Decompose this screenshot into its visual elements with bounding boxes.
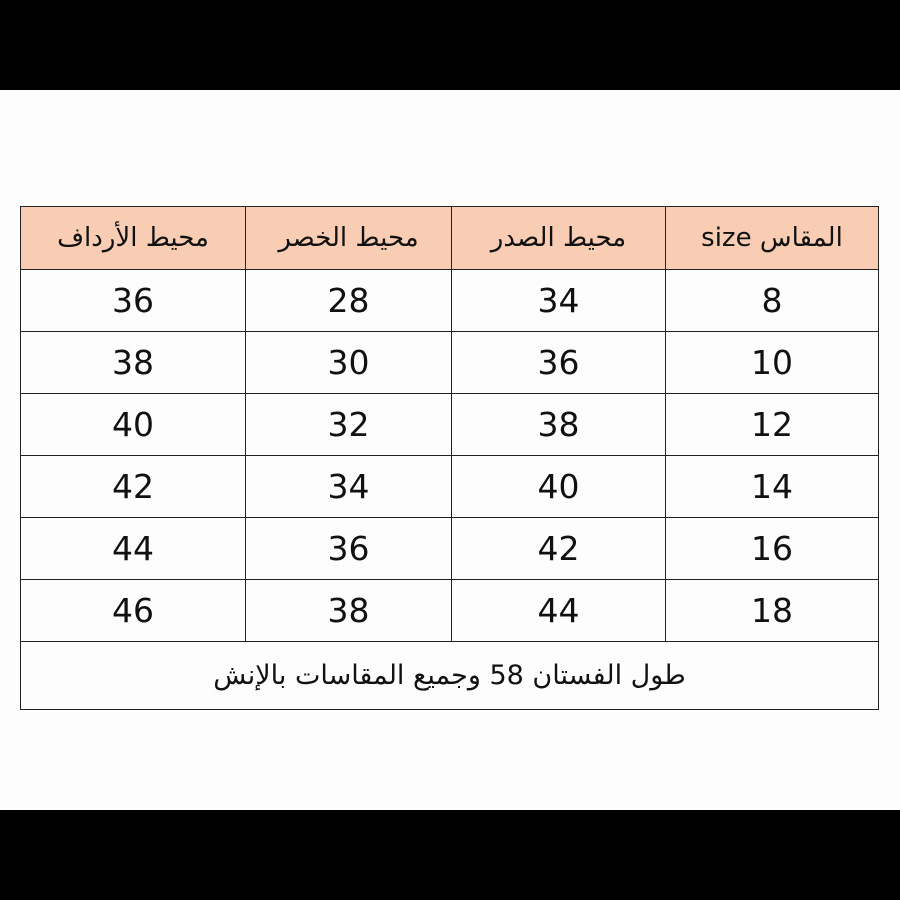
header-size: المقاس size [666,207,879,270]
dress-length-note: طول الفستان 58 وجميع المقاسات بالإنش [21,642,879,710]
cell-hips: 40 [21,394,246,456]
cell-size: 18 [666,580,879,642]
table-row [21,332,879,394]
size-chart-table [20,206,879,710]
cell-bust: 40 [452,456,666,518]
cell-waist: 28 [246,270,452,332]
header-bust: محيط الصدر [452,207,666,270]
note-row [21,642,879,710]
cell-size: 12 [666,394,879,456]
header-waist: محيط الخصر [246,207,452,270]
table-row [21,580,879,642]
cell-hips: 36 [21,270,246,332]
cell-hips: 46 [21,580,246,642]
cell-size: 8 [666,270,879,332]
table-row [21,456,879,518]
cell-waist: 34 [246,456,452,518]
cell-size: 16 [666,518,879,580]
table-row [21,518,879,580]
cell-size: 14 [666,456,879,518]
table-row [21,394,879,456]
cell-bust: 34 [452,270,666,332]
cell-waist: 30 [246,332,452,394]
cell-waist: 36 [246,518,452,580]
cell-bust: 42 [452,518,666,580]
table-row [21,270,879,332]
header-row [21,207,879,270]
cell-hips: 42 [21,456,246,518]
cell-bust: 36 [452,332,666,394]
cell-waist: 32 [246,394,452,456]
top-letterbox-bar [0,0,900,90]
cell-hips: 38 [21,332,246,394]
cell-waist: 38 [246,580,452,642]
cell-hips: 44 [21,518,246,580]
cell-size: 10 [666,332,879,394]
cell-bust: 44 [452,580,666,642]
cell-bust: 38 [452,394,666,456]
bottom-letterbox-bar [0,810,900,900]
header-hips: محيط الأرداف [21,207,246,270]
